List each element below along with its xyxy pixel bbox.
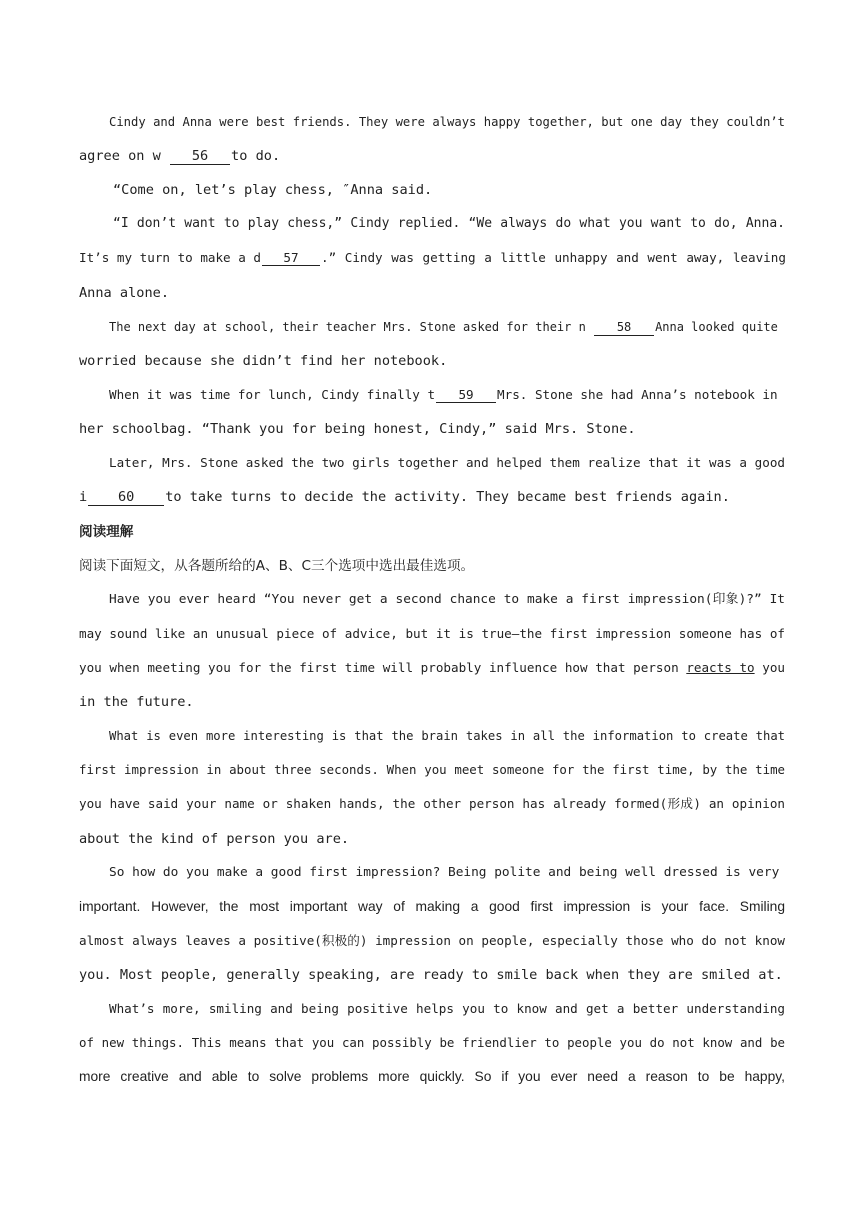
text: i bbox=[79, 489, 88, 505]
reading-line: of new things. This means that you can possibly be friendlier to people you do not know and be bbox=[79, 1035, 785, 1050]
cloze-line: Later, Mrs. Stone asked the two girls together and helped them realize that it was a good bbox=[109, 455, 785, 470]
cloze-line: worried because she didn’t find her notebook. bbox=[79, 353, 448, 369]
reading-line: may sound like an unusual piece of advice, but it is true—the first impression someone has of bbox=[79, 626, 785, 641]
cloze-line bbox=[79, 249, 785, 267]
text: Anna looked quite bbox=[655, 320, 778, 334]
reading-line: almost always leaves a positive(积极的) impression on people, especially those who do not know bbox=[79, 933, 785, 948]
blank-59[interactable]: 59 bbox=[436, 387, 496, 403]
underlined-phrase: reacts to bbox=[686, 660, 755, 675]
section-heading: 阅读理解 bbox=[79, 524, 134, 540]
cloze-line: Cindy and Anna were best friends. They were always happy together, but one day they couldn’t bbox=[109, 115, 785, 129]
cloze-line bbox=[79, 147, 785, 165]
blank-58[interactable]: 58 bbox=[594, 320, 654, 336]
cloze-line: Anna alone. bbox=[79, 285, 170, 301]
reading-line: What’s more, smiling and being positive helps you to know and get a better understanding bbox=[109, 1001, 785, 1016]
cloze-line: “Come on, let’s play chess, ″Anna said. bbox=[113, 182, 433, 198]
text: When it was time for lunch, Cindy finally t bbox=[109, 387, 436, 402]
cloze-line bbox=[109, 318, 785, 336]
text: .” Cindy was getting a little unhappy and went away, leaving bbox=[320, 250, 786, 265]
text: It’s my turn to make a d bbox=[79, 250, 261, 265]
text: agree on w bbox=[79, 148, 161, 164]
cloze-line: her schoolbag. “Thank you for being honest, Cindy,” said Mrs. Stone. bbox=[79, 421, 636, 437]
reading-line: first impression in about three seconds. When you meet someone for the first time, by the time bbox=[79, 762, 785, 777]
text: you bbox=[762, 660, 785, 675]
text: to do. bbox=[231, 148, 281, 164]
text: The next day at school, their teacher Mrs. Stone asked for their n bbox=[109, 320, 586, 334]
reading-line: you. Most people, generally speaking, are ready to smile back when they are smiled at. bbox=[79, 967, 783, 983]
cloze-line bbox=[109, 386, 785, 404]
blank-60[interactable]: 60 bbox=[88, 490, 164, 506]
reading-line: So how do you make a good first impression? Being polite and being well dressed is very bbox=[109, 865, 780, 880]
reading-line: you have said your name or shaken hands, the other person has already formed(形成) an opinion bbox=[79, 796, 785, 811]
reading-line: important. However, the most important way of making a good first impression is your face. Smiling bbox=[79, 899, 785, 914]
blank-57[interactable]: 57 bbox=[262, 250, 320, 266]
text: you when meeting you for the first time will probably influence how that person bbox=[79, 660, 679, 675]
text: Mrs. Stone she had Anna’s notebook in bbox=[497, 387, 778, 402]
reading-line: What is even more interesting is that the brain takes in all the information to create that bbox=[109, 729, 785, 743]
reading-line: about the kind of person you are. bbox=[79, 831, 350, 847]
blank-56[interactable]: 56 bbox=[170, 149, 230, 165]
reading-line bbox=[79, 659, 785, 677]
reading-line: Have you ever heard “You never get a second chance to make a first impression(印象)?” It bbox=[109, 592, 785, 607]
text: to take turns to decide the activity. They became best friends again. bbox=[165, 489, 730, 505]
cloze-line: “I don’t want to play chess,” Cindy replied. “We always do what you want to do, Anna. bbox=[113, 216, 785, 231]
reading-line: more creative and able to solve problems more quickly. So if you ever need a reason to be happy, bbox=[79, 1069, 785, 1084]
reading-line: in the future. bbox=[79, 694, 194, 710]
cloze-line bbox=[79, 488, 785, 506]
section-instruction: 阅读下面短文，从各题所给的A、B、C三个选项中选出最佳选项。 bbox=[79, 558, 475, 574]
